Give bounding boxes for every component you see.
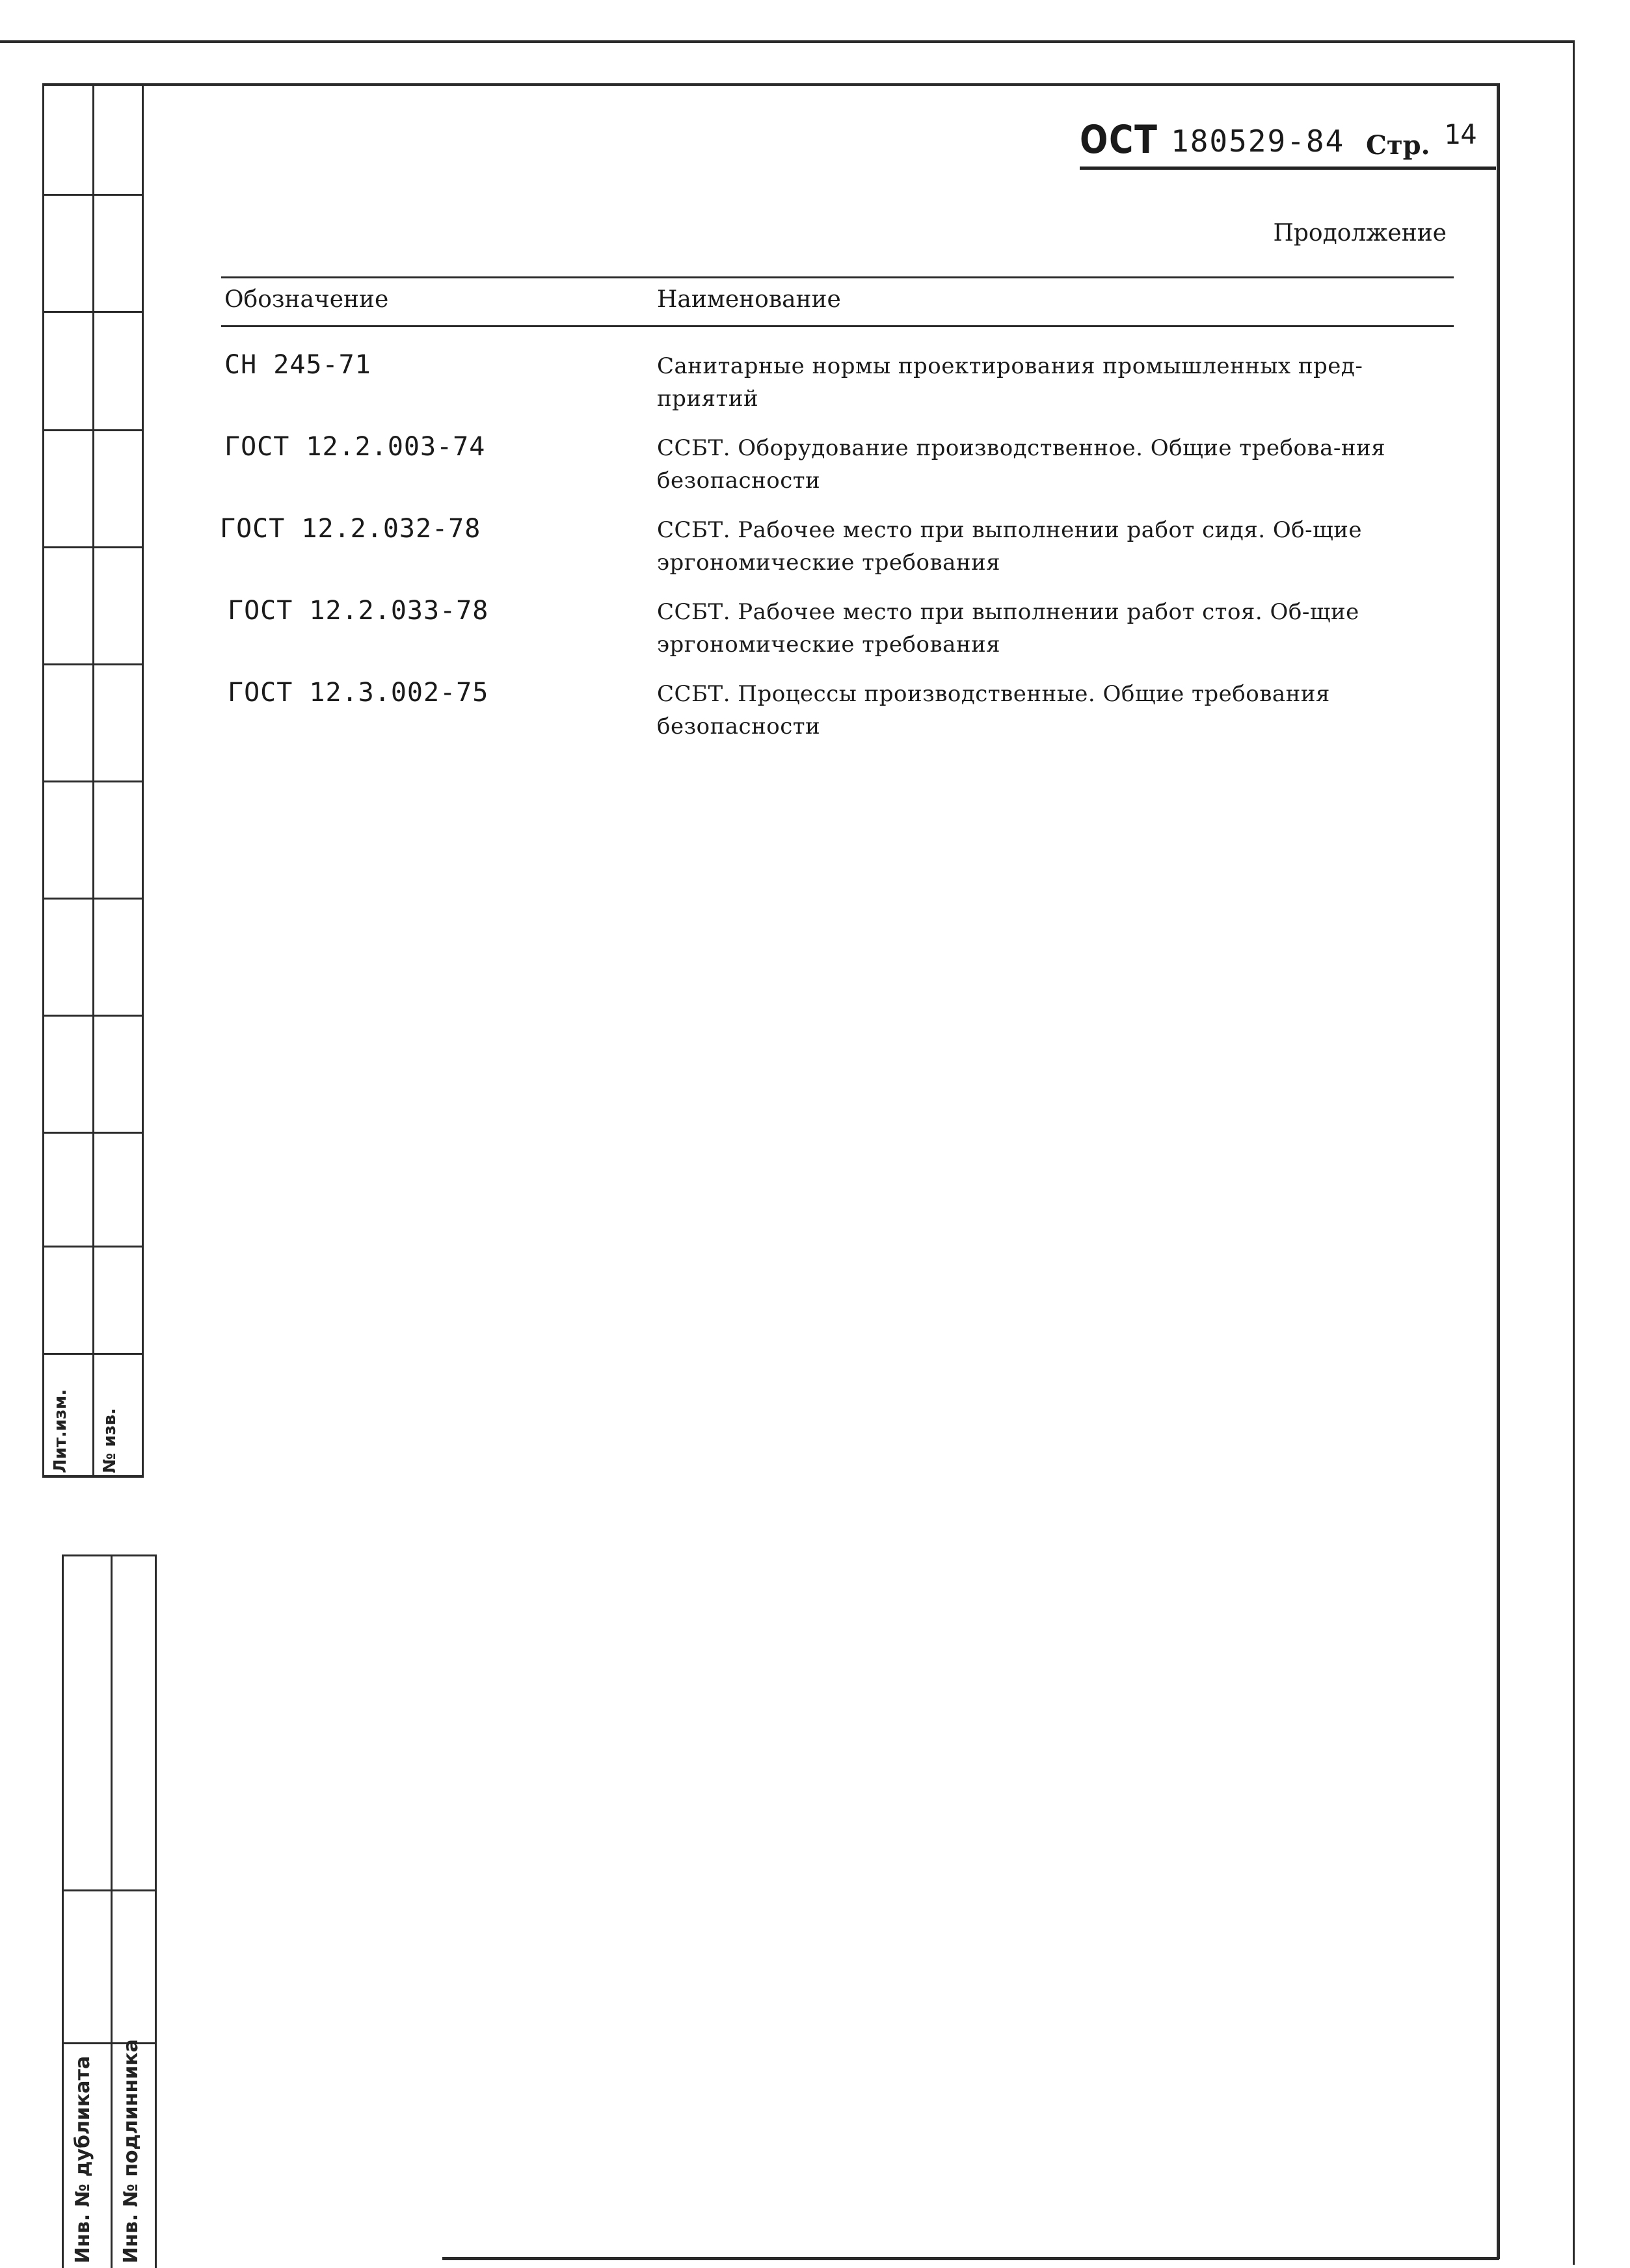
row-code: ГОСТ 12.3.002-75 [228,678,489,708]
lower-strip-mid-line [111,1554,113,2268]
row-name: ССБТ. Процессы производственные. Общие требования безопасности [657,681,1330,740]
strip-row-divider [42,1015,142,1017]
frame-top-line [42,83,1499,86]
strip-row-divider [42,1132,142,1134]
table-header-rule [221,325,1454,327]
inv-dublikata-label: Инв. № дубликата [72,2055,94,2263]
top-border-line [0,40,1574,43]
strip-bottom-line [42,1475,144,1478]
table-row [0,432,1630,503]
strip-outer-line [42,83,44,1475]
document-header [1080,117,1496,176]
table-row [0,514,1630,585]
no-izv-label: № изв. [100,1408,120,1473]
row-code: ГОСТ 12.2.033-78 [228,596,489,626]
lower-strip-top-line [62,1554,157,1556]
strip-row-divider [42,1246,142,1247]
continuation-label: Продолжение [1273,220,1447,247]
lower-strip-divider [62,2042,157,2044]
document-number: 180529-84 [1171,124,1345,159]
strip-row-divider [42,1353,142,1355]
row-code: СН 245-71 [224,350,371,380]
lit-izm-label: Лит.изм. [51,1389,70,1473]
table-row [0,596,1630,667]
page-number: 14 [1444,118,1477,150]
table-row [0,678,1630,749]
header-underline [1080,167,1496,170]
strip-mid-line [92,83,94,1475]
column-header-designation: Обозначение [224,286,389,313]
strip-row-divider [42,429,142,431]
strip-row-divider [42,898,142,900]
row-name: Санитарные нормы проектирования промышленных пред-приятий [657,353,1363,412]
row-code: ГОСТ 12.2.032-78 [220,514,481,544]
strip-row-divider [42,311,142,313]
row-code: ГОСТ 12.2.003-74 [224,432,486,462]
row-name: ССБТ. Рабочее место при выполнении работ стоя. Об-щие эргономические требования [657,599,1359,658]
row-name: ССБТ. Рабочее место при выполнении работ сидя. Об-щие эргономические требования [657,517,1363,576]
column-header-name: Наименование [657,286,841,313]
table-top-rule [221,276,1454,278]
frame-left-line [142,83,144,1475]
lower-strip-right-line [155,1554,157,2268]
frame-bottom-line [442,2257,1499,2260]
inv-podlinnika-label: Инв. № подлинника [120,2039,142,2263]
strip-row-divider [42,194,142,196]
ost-label: ОСТ [1080,117,1158,163]
strip-row-divider [42,780,142,782]
table-row [0,350,1630,421]
row-name: ССБТ. Оборудование производственное. Общие требова-ния безопасности [657,435,1386,494]
lower-strip-divider [62,1889,157,1891]
page-label: Стр. [1366,130,1430,161]
lower-strip-outer-line [62,1554,64,2268]
